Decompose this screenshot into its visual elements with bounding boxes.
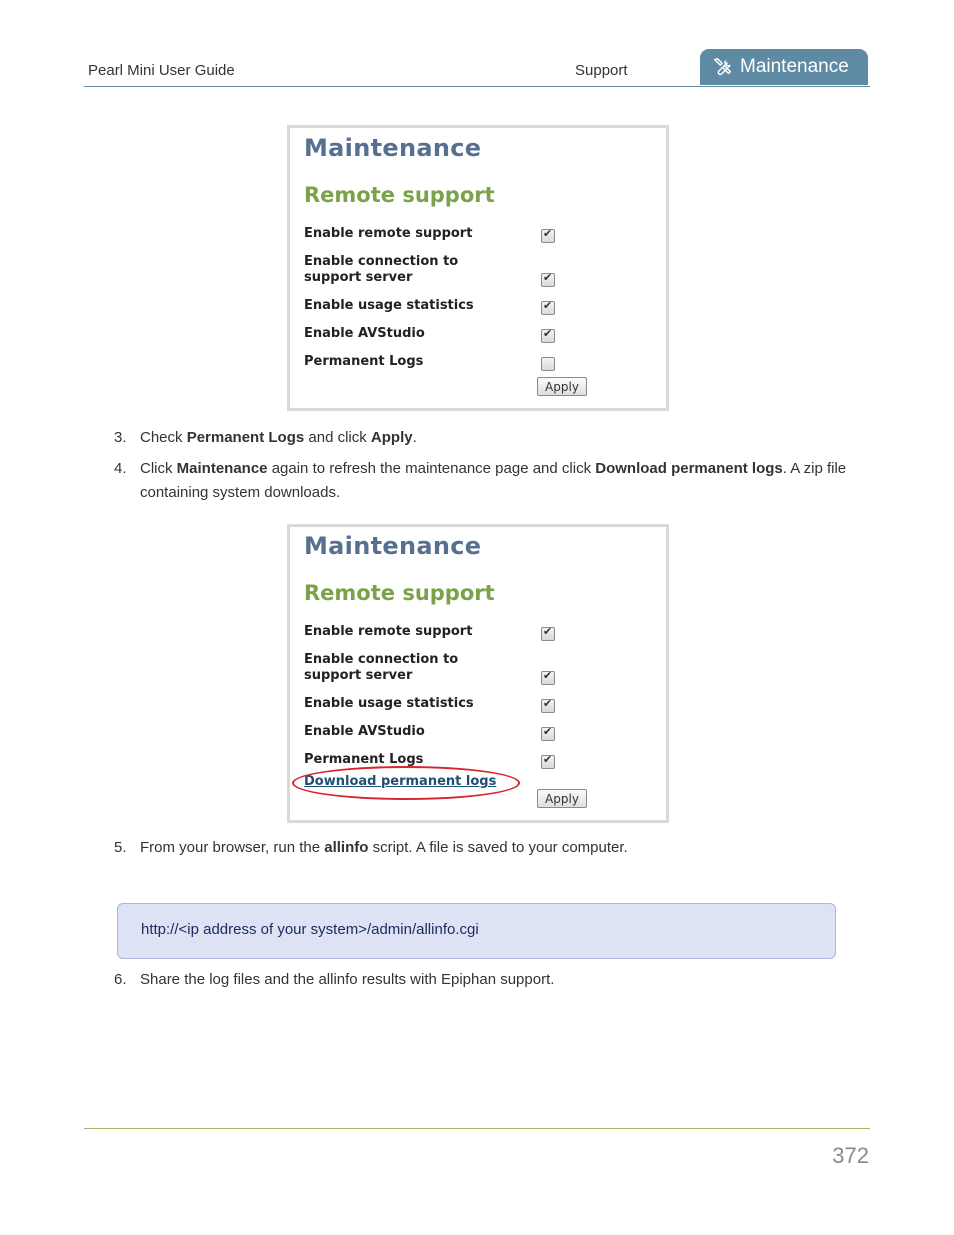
row-label-avstudio: Enable AVStudio [304,724,425,739]
row-label-permanent-logs: Permanent Logs [304,354,424,369]
url-code-box [117,903,836,959]
checkbox-connection[interactable] [541,671,555,685]
page-number: 372 [832,1143,869,1168]
row-label-remote-support: Enable remote support [304,226,473,241]
apply-button[interactable]: Apply [537,789,587,808]
row-label-connection: Enable connection to support server [304,652,459,683]
row-label-remote-support: Enable remote support [304,624,473,639]
row-label-permanent-logs: Permanent Logs [304,752,424,767]
row-label-avstudio: Enable AVStudio [304,326,425,341]
checkbox-remote-support[interactable] [541,229,555,243]
checkbox-permanent-logs[interactable] [541,357,555,371]
checkbox-permanent-logs[interactable] [541,755,555,769]
maintenance-screenshot-2 [287,524,669,823]
screenshot-title: Maintenance [304,532,482,560]
doc-title: Pearl Mini User Guide [88,62,235,79]
tab-label: Maintenance [740,56,849,77]
apply-button[interactable]: Apply [537,377,587,396]
download-permanent-logs-link[interactable]: Download permanent logs [304,774,497,789]
screenshot-title: Maintenance [304,134,482,162]
maintenance-tab[interactable] [700,49,868,85]
allinfo-url[interactable]: http://<ip address of your system>/admin/allinfo.cgi [141,921,479,938]
header-rule [84,86,870,87]
screenshot-subtitle: Remote support [304,183,495,207]
checkbox-usage-stats[interactable] [541,699,555,713]
checkbox-avstudio[interactable] [541,329,555,343]
highlight-ellipse [292,766,520,800]
footer-rule [84,1128,870,1129]
checkbox-remote-support[interactable] [541,627,555,641]
tools-icon [712,56,734,78]
row-label-connection: Enable connection to support server [304,254,459,285]
row-label-usage-stats: Enable usage statistics [304,298,474,313]
checkbox-connection[interactable] [541,273,555,287]
screenshot-subtitle: Remote support [304,581,495,605]
checkbox-usage-stats[interactable] [541,301,555,315]
checkbox-avstudio[interactable] [541,727,555,741]
row-label-usage-stats: Enable usage statistics [304,696,474,711]
maintenance-screenshot-1 [287,125,669,411]
section-title: Support [575,62,628,79]
